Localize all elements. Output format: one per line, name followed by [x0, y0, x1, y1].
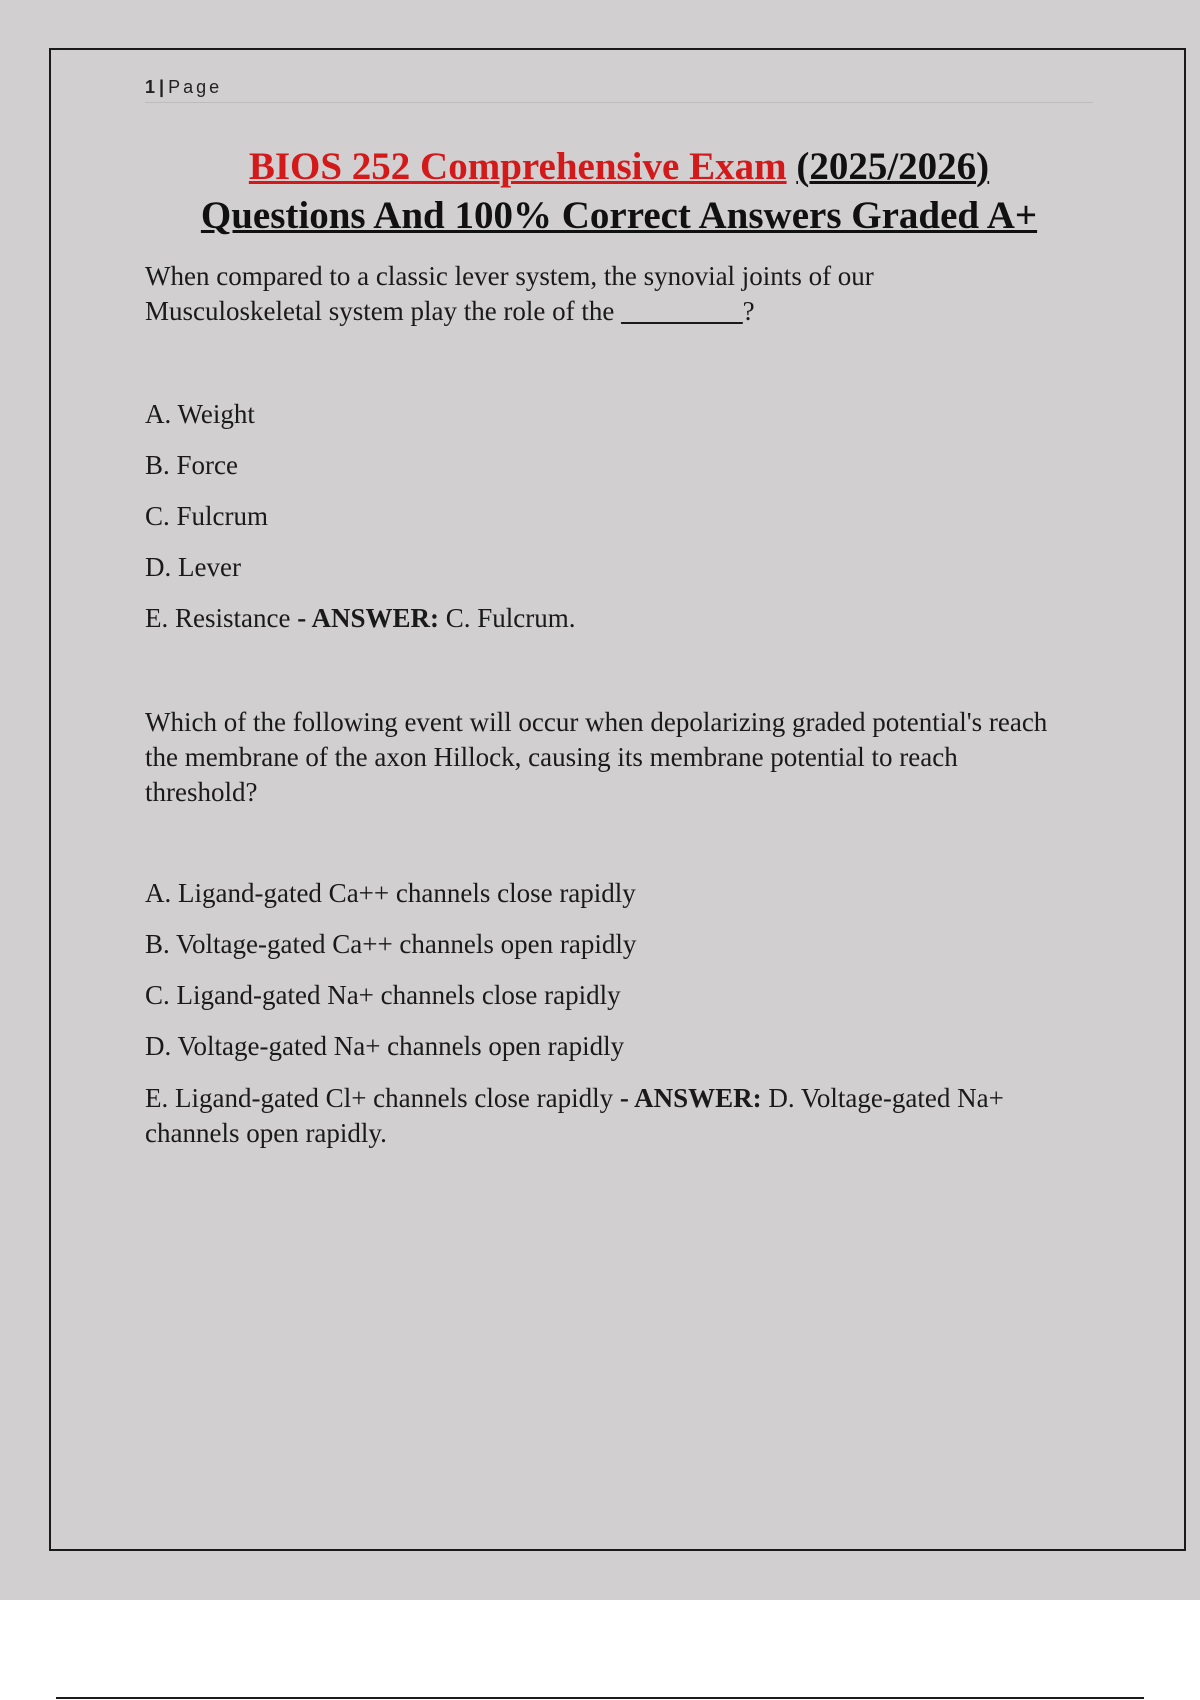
question-2-option-e — [145, 1081, 1095, 1151]
page-label: Page — [168, 77, 223, 97]
question-1-option-b: B. Force — [145, 450, 238, 480]
title-year: (2025/2026) — [796, 145, 990, 188]
question-2-stem — [145, 705, 1095, 810]
question-2-answer-label: ANSWER: — [634, 1083, 762, 1113]
question-2-option-c: C. Ligand-gated Na+ channels close rapidly — [145, 980, 621, 1010]
document-title — [145, 142, 1093, 240]
question-2-line-1: Which of the following event will occur when depolarizing graded potential's reach — [145, 707, 1048, 737]
question-1-answer-label: ANSWER: — [311, 603, 439, 633]
question-2-answer-sep: - — [613, 1083, 635, 1113]
question-1-option-c: C. Fulcrum — [145, 501, 269, 531]
question-1-blank: _________ — [621, 296, 743, 326]
question-1-option-a: A. Weight — [145, 399, 255, 429]
question-1-line-2 — [145, 294, 1095, 329]
title-line-1 — [145, 142, 1093, 191]
question-2-option-e-text: E. Ligand-gated Cl+ channels close rapidly — [145, 1083, 614, 1113]
page-header — [145, 74, 1093, 103]
question-1-option-e-text: E. Resistance — [145, 603, 291, 633]
page-separator: | — [159, 77, 165, 97]
title-course: BIOS 252 Comprehensive Exam — [248, 145, 787, 188]
question-2-line-2: the membrane of the axon Hillock, causing its membrane potential to reach — [145, 742, 958, 772]
question-2-answer: D. Voltage-gated Na+ — [761, 1083, 1004, 1113]
question-2-option-d: D. Voltage-gated Na+ channels open rapidly — [145, 1031, 625, 1061]
question-1-end: ? — [742, 296, 755, 326]
question-1-stem — [145, 259, 1095, 329]
next-page-rule — [56, 1697, 1144, 1699]
question-1-answer: C. Fulcrum. — [439, 603, 576, 633]
question-2-answer-line-2: channels open rapidly. — [145, 1118, 387, 1148]
question-2-option-b: B. Voltage-gated Ca++ channels open rapidly — [145, 929, 637, 959]
question-2-option-e-line-1 — [145, 1081, 1095, 1116]
page-number: 1 — [145, 77, 156, 97]
question-2-line-3: threshold? — [145, 777, 258, 807]
question-2-option-a: A. Ligand-gated Ca++ channels close rapidly — [145, 878, 636, 908]
title-subtitle: Questions And 100% Correct Answers Graded A+ — [200, 194, 1038, 237]
title-line-2 — [145, 191, 1093, 240]
question-1-option-d: D. Lever — [145, 552, 241, 582]
question-1-answer-sep: - — [290, 603, 312, 633]
question-1-line-1: When compared to a classic lever system, the synovial joints of our — [145, 261, 874, 291]
question-1-option-e — [145, 601, 1095, 636]
question-1-line-2-text: Musculoskeletal system play the role of the — [145, 296, 622, 326]
